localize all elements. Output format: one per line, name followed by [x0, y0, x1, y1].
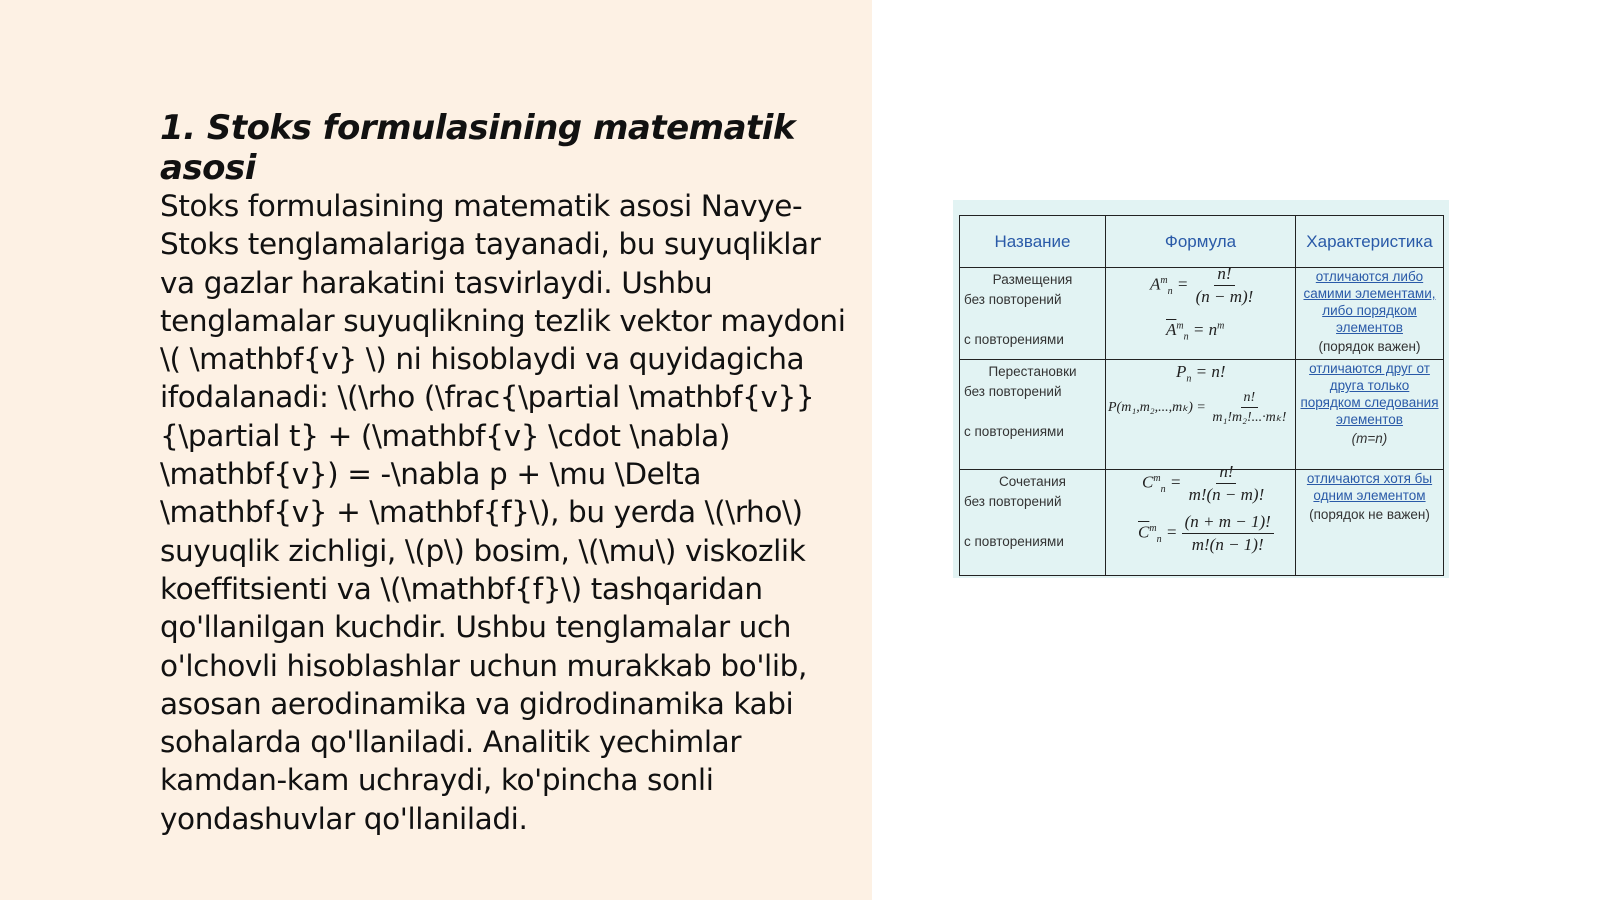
slide-body-text: Stoks formulasining matematik asosi Navye-Stoks tenglamalariga tayanadi, bu suyuqliklar va gazlar harakatini tasvirlaydi. Ushbu tenglamalar suyuqlikning tezlik vektor maydoni \( \mathbf{v} \) ni hisoblaydi va quyidagicha ifodalanadi: \(\rho (\frac{\partial \mathbf{v}}{\partial t} + (\mathbf{v} \cdot \nabla) \mathbf{v}) = -\nabla p + \mu \Delta \mathbf{v} + \mathbf{f}\), bu yerda \(\rho\) suyuqlik zichligi, \(p\) bosim, \(\mu\) viskozlik koeffitsienti va \(\mathbf{f}\) tashqaridan qo'llanilgan kuchdir. Ushbu tenglamalar uch o'lchovli hisoblashlar uchun murakkab bo'lib, asosan aerodinamika va gidrodinamika kabi sohalarda qo'llaniladi. Analitik yechimlar kamdan-kam uchraydi, ko'pincha sonli yondashuvlar qo'llaniladi. [160, 189, 846, 836]
characteristic-cell: отличаются хотя бы одним элементом (порядок не важен) [1296, 470, 1444, 576]
formula-arrangement: $A^m_n$ = $\frac{n!}{(n - m)!}$ [1150, 264, 1254, 306]
formula-permutation-repeat: P(m₁,m₂,...,mₖ) = $\frac{n!}{\text{m₁!m₂!...·mₖ!}}$ [1108, 390, 1287, 425]
name-cell: Перестановки без повторений с повторениями [960, 360, 1106, 470]
table-row [960, 470, 1444, 576]
characteristic-cell: отличаются либо самими элементами, либо порядком элементов (порядок важен) [1296, 268, 1444, 360]
combinatorics-table-image [953, 200, 1449, 578]
combinatorics-table [959, 215, 1444, 576]
formula-cell [1106, 360, 1296, 470]
name-cell: Сочетания без повторений с повторениями [960, 470, 1106, 576]
formula-cell [1106, 462, 1296, 576]
slide-title: 1. Stoks formulasining matematik asosi [160, 108, 796, 188]
header-formula: Формула [1106, 216, 1296, 268]
formula-combination-repeat: $\overline{C}^m_n$ = $\frac{(n + m - 1)!}{m!(n - 1)!}$ [1138, 512, 1274, 555]
formula-permutation: $P_n = n$! [1176, 362, 1226, 385]
characteristic-cell: отличаются друг от друга только порядком следования элементов (m=n) [1296, 360, 1444, 470]
name-cell: Размещения без повторений с повторениями [960, 268, 1106, 360]
table-row [960, 360, 1444, 470]
formula-arrangement-repeat: $\overline{A}^m_n = n^m$ [1166, 320, 1225, 343]
header-characteristic: Характеристика [1296, 216, 1444, 268]
formula-combination: $C^m_n$ = $\frac{n!}{m!(n - m)!}$ [1142, 462, 1265, 504]
table-row [960, 268, 1444, 360]
formula-cell [1106, 264, 1296, 360]
header-name: Название [960, 216, 1106, 268]
